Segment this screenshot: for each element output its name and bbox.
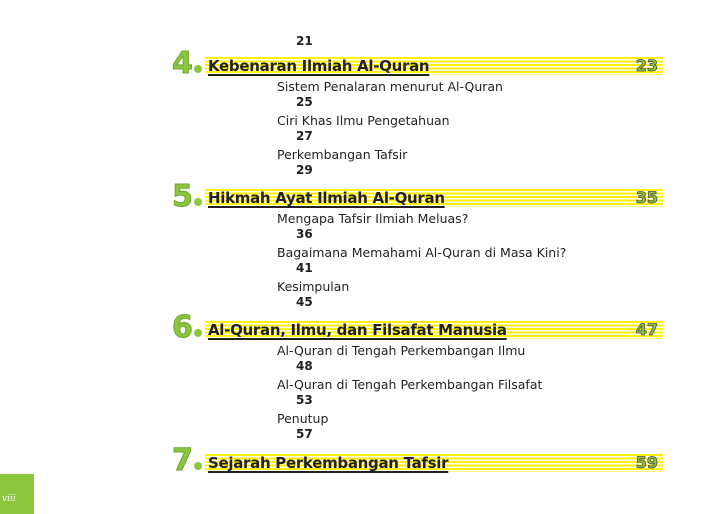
chapter-number-dot <box>194 462 202 470</box>
toc-section-title[interactable]: Al-Quran di Tengah Perkembangan Ilmu <box>277 343 526 358</box>
toc-section-page: 41 <box>296 261 313 275</box>
toc-section-title[interactable]: Al-Quran di Tengah Perkembangan Filsafat <box>277 377 543 392</box>
page-number-label: viii <box>2 494 16 504</box>
chapter-6-number <box>172 310 206 345</box>
toc-section-page: 36 <box>296 227 313 241</box>
chapter-number-dot <box>194 329 202 337</box>
chapter-4-title[interactable]: Kebenaran Ilmiah Al-Quran <box>208 57 430 75</box>
chapter-6-title[interactable]: Al-Quran, Ilmu, dan Filsafat Manusia <box>208 321 507 339</box>
toc-section-title[interactable]: Bagaimana Memahami Al-Quran di Masa Kini? <box>277 245 567 260</box>
toc-section-page: 25 <box>296 95 313 109</box>
chapter-number-dot <box>194 65 202 73</box>
chapter-number-text: 4 <box>172 46 192 81</box>
toc-section-page: 27 <box>296 129 313 143</box>
toc-section-page: 29 <box>296 163 313 177</box>
chapter-5-title[interactable]: Hikmah Ayat Ilmiah Al-Quran <box>208 189 445 207</box>
toc-section-title[interactable]: Perkembangan Tafsir <box>277 147 408 162</box>
chapter-5-number <box>172 179 206 214</box>
chapter-7-title[interactable]: Sejarah Perkembangan Tafsir <box>208 454 449 472</box>
toc-section-title[interactable]: Kesimpulan <box>277 279 350 294</box>
toc-section-title[interactable]: Mengapa Tafsir Ilmiah Meluas? <box>277 211 469 226</box>
chapter-7-number <box>172 443 206 478</box>
chapter-number-text: 6 <box>172 310 192 345</box>
chapter-number-dot <box>194 198 202 206</box>
chapter-4-page: 23 <box>635 56 658 75</box>
chapter-6-page: 47 <box>635 320 658 339</box>
toc-section-title[interactable]: Sistem Penalaran menurut Al-Quran <box>277 79 503 94</box>
toc-section-page: 53 <box>296 393 313 407</box>
toc-section-title[interactable]: Penutup <box>277 411 329 426</box>
page-number-tab <box>0 474 34 514</box>
chapter-4-number <box>172 46 206 81</box>
chapter-7-page: 59 <box>635 453 658 472</box>
prev-section-page-number: 21 <box>296 34 313 48</box>
chapter-number-text: 7 <box>172 443 192 478</box>
toc-section-page: 57 <box>296 427 313 441</box>
toc-section-page: 48 <box>296 359 313 373</box>
chapter-number-text: 5 <box>172 179 192 214</box>
toc-section-title[interactable]: Ciri Khas Ilmu Pengetahuan <box>277 113 450 128</box>
chapter-5-page: 35 <box>635 188 658 207</box>
toc-section-page: 45 <box>296 295 313 309</box>
